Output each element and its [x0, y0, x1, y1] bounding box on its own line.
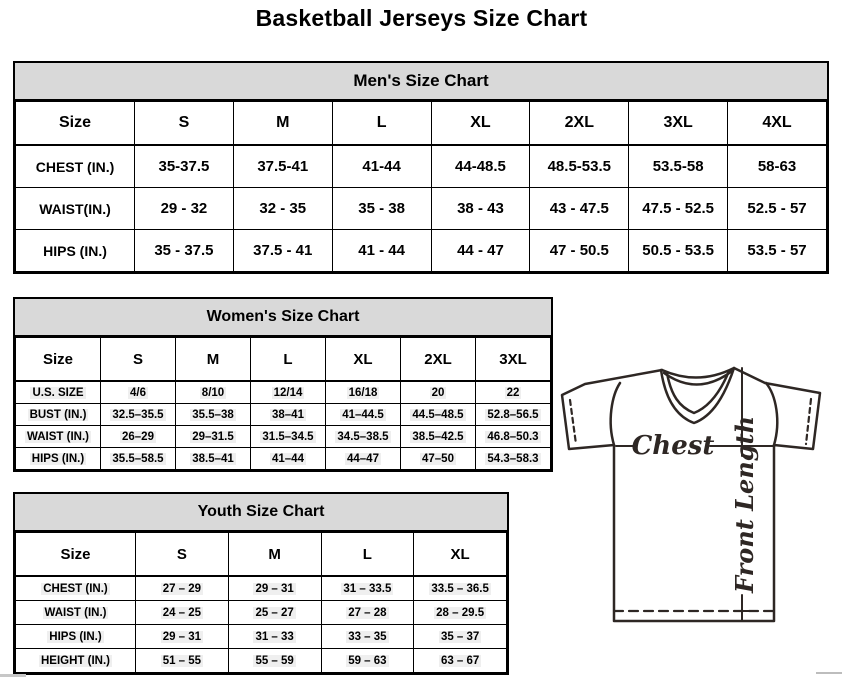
size-cell: 54.3–58.3 — [476, 448, 551, 470]
size-cell: 35-37.5 — [135, 145, 234, 188]
left-shoulder-seam — [611, 383, 620, 445]
size-cell: 38 - 43 — [431, 188, 530, 230]
table-row — [16, 404, 551, 426]
size-cell: 63 – 67 — [414, 649, 507, 673]
size-cell: 47 - 50.5 — [530, 230, 629, 272]
size-cell: 24 – 25 — [136, 601, 229, 625]
youth-size-table — [15, 532, 507, 673]
table-row — [16, 625, 507, 649]
mens-chart-title: Men's Size Chart — [15, 63, 827, 101]
size-cell: 46.8–50.3 — [476, 426, 551, 448]
jersey-outline — [562, 368, 820, 621]
womens-size-table — [15, 337, 551, 470]
womens-chart-title: Women's Size Chart — [15, 299, 551, 337]
size-cell: 51 – 55 — [136, 649, 229, 673]
row-label: CHEST (IN.) — [16, 576, 136, 601]
size-cell: 27 – 28 — [321, 601, 414, 625]
size-cell: 26–29 — [101, 426, 176, 448]
size-cell: 41-44 — [332, 145, 431, 188]
size-cell: 44 - 47 — [431, 230, 530, 272]
table-row — [16, 230, 827, 272]
size-cell: 4/6 — [101, 381, 176, 404]
size-cell: 44-48.5 — [431, 145, 530, 188]
size-cell: 29 - 32 — [135, 188, 234, 230]
size-cell: 37.5 - 41 — [233, 230, 332, 272]
column-header: L — [332, 102, 431, 146]
size-cell: 58-63 — [728, 145, 827, 188]
youth-size-chart — [13, 492, 509, 675]
row-label: U.S. SIZE — [16, 381, 101, 404]
column-header: M — [176, 338, 251, 382]
table-row — [16, 601, 507, 625]
size-cell: 38.5–41 — [176, 448, 251, 470]
size-cell: 29 – 31 — [228, 576, 321, 601]
column-header: L — [251, 338, 326, 382]
size-cell: 27 – 29 — [136, 576, 229, 601]
youth-header-row — [16, 533, 507, 577]
column-header: S — [136, 533, 229, 577]
size-cell: 31 – 33.5 — [321, 576, 414, 601]
size-cell: 33 – 35 — [321, 625, 414, 649]
size-cell: 50.5 - 53.5 — [629, 230, 728, 272]
size-cell: 59 – 63 — [321, 649, 414, 673]
front-length-label: Front Length — [730, 415, 759, 593]
size-cell: 16/18 — [326, 381, 401, 404]
size-cell: 32 - 35 — [233, 188, 332, 230]
size-cell: 38–41 — [251, 404, 326, 426]
size-cell: 47–50 — [401, 448, 476, 470]
row-label: HIPS (IN.) — [16, 625, 136, 649]
size-cell: 34.5–38.5 — [326, 426, 401, 448]
size-cell: 20 — [401, 381, 476, 404]
column-header: 3XL — [629, 102, 728, 146]
size-cell: 41–44.5 — [326, 404, 401, 426]
table-row — [16, 188, 827, 230]
column-header: XL — [431, 102, 530, 146]
mens-header-row — [16, 102, 827, 146]
scrollbar-fragment-right — [816, 672, 842, 674]
size-cell: 32.5–35.5 — [101, 404, 176, 426]
table-row — [16, 576, 507, 601]
size-cell: 38.5–42.5 — [401, 426, 476, 448]
row-label: HEIGHT (IN.) — [16, 649, 136, 673]
size-cell: 43 - 47.5 — [530, 188, 629, 230]
size-cell: 31.5–34.5 — [251, 426, 326, 448]
size-cell: 33.5 – 36.5 — [414, 576, 507, 601]
size-cell: 12/14 — [251, 381, 326, 404]
column-header: 3XL — [476, 338, 551, 382]
size-cell: 8/10 — [176, 381, 251, 404]
column-header: M — [228, 533, 321, 577]
size-cell: 22 — [476, 381, 551, 404]
size-cell: 41 - 44 — [332, 230, 431, 272]
size-cell: 37.5-41 — [233, 145, 332, 188]
size-cell: 35.5–58.5 — [101, 448, 176, 470]
size-cell: 35 – 37 — [414, 625, 507, 649]
size-cell: 53.5-58 — [629, 145, 728, 188]
size-cell: 53.5 - 57 — [728, 230, 827, 272]
mens-size-table — [15, 101, 827, 272]
column-header: L — [321, 533, 414, 577]
size-cell: 52.5 - 57 — [728, 188, 827, 230]
size-cell: 35 - 38 — [332, 188, 431, 230]
right-cuff-stitch — [806, 399, 811, 444]
womens-header-row — [16, 338, 551, 382]
size-cell: 25 – 27 — [228, 601, 321, 625]
table-row — [16, 381, 551, 404]
jersey-measurement-diagram — [557, 359, 831, 629]
size-cell: 29–31.5 — [176, 426, 251, 448]
column-header: M — [233, 102, 332, 146]
size-cell: 31 – 33 — [228, 625, 321, 649]
column-header: 4XL — [728, 102, 827, 146]
size-cell: 47.5 - 52.5 — [629, 188, 728, 230]
womens-size-chart — [13, 297, 553, 472]
size-cell: 29 – 31 — [136, 625, 229, 649]
column-header: Size — [16, 102, 135, 146]
row-label: WAIST(IN.) — [16, 188, 135, 230]
row-label: WAIST (IN.) — [16, 601, 136, 625]
column-header: Size — [16, 533, 136, 577]
column-header: XL — [414, 533, 507, 577]
row-label: HIPS (IN.) — [16, 448, 101, 470]
chest-label: Chest — [631, 431, 715, 461]
column-header: Size — [16, 338, 101, 382]
left-cuff-stitch — [570, 400, 576, 444]
row-label: HIPS (IN.) — [16, 230, 135, 272]
size-cell: 48.5-53.5 — [530, 145, 629, 188]
size-cell: 41–44 — [251, 448, 326, 470]
right-shoulder-seam — [766, 383, 777, 445]
row-label: CHEST (IN.) — [16, 145, 135, 188]
table-row — [16, 426, 551, 448]
scrollbar-fragment-left — [0, 674, 26, 677]
table-row — [16, 145, 827, 188]
row-label: BUST (IN.) — [16, 404, 101, 426]
size-cell: 35 - 37.5 — [135, 230, 234, 272]
mens-size-chart — [13, 61, 829, 274]
column-header: 2XL — [401, 338, 476, 382]
page-title: Basketball Jerseys Size Chart — [255, 5, 588, 31]
size-cell: 44–47 — [326, 448, 401, 470]
table-row — [16, 448, 551, 470]
size-cell: 28 – 29.5 — [414, 601, 507, 625]
youth-chart-title: Youth Size Chart — [15, 494, 507, 532]
column-header: S — [101, 338, 176, 382]
size-cell: 55 – 59 — [228, 649, 321, 673]
column-header: XL — [326, 338, 401, 382]
column-header: S — [135, 102, 234, 146]
table-row — [16, 649, 507, 673]
size-cell: 44.5–48.5 — [401, 404, 476, 426]
size-cell: 35.5–38 — [176, 404, 251, 426]
row-label: WAIST (IN.) — [16, 426, 101, 448]
column-header: 2XL — [530, 102, 629, 146]
size-cell: 52.8–56.5 — [476, 404, 551, 426]
